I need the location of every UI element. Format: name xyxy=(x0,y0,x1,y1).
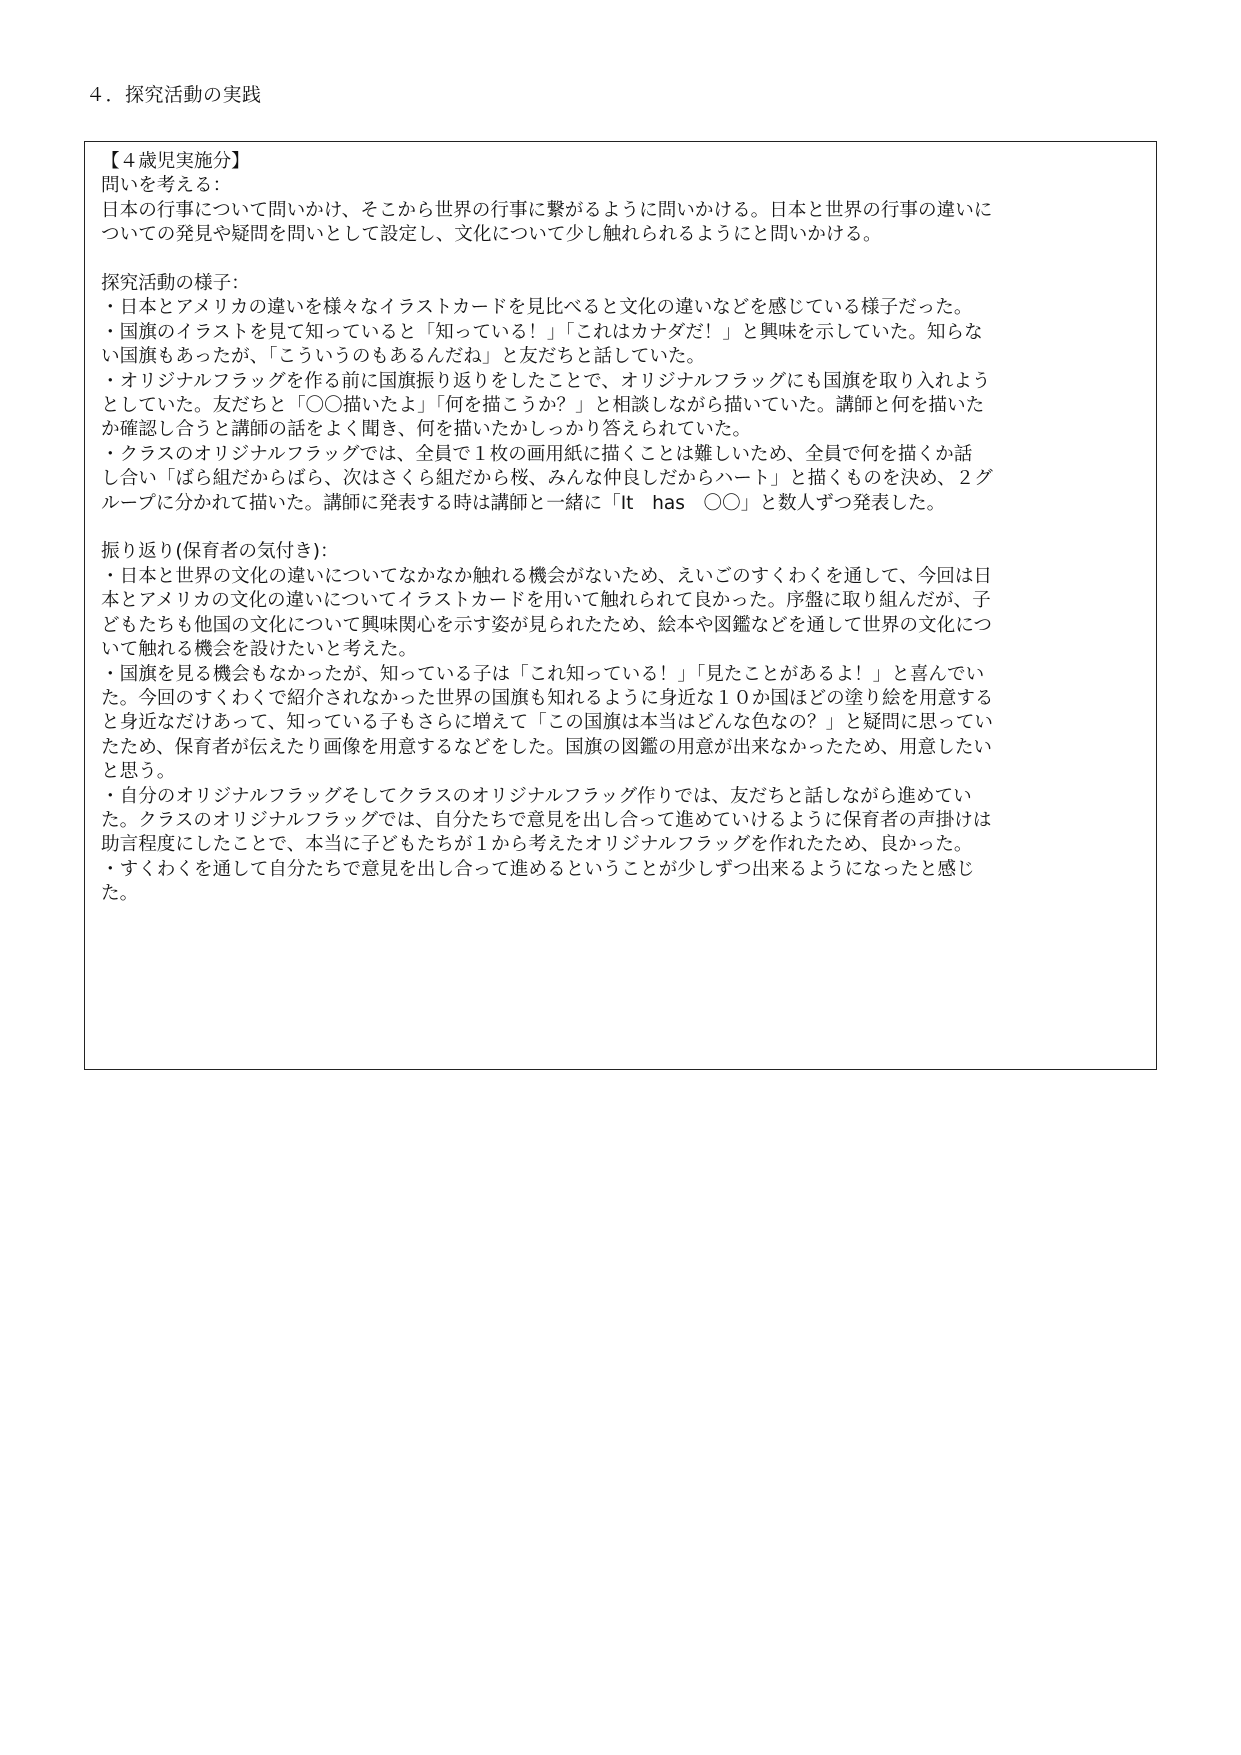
blank-line xyxy=(101,516,1140,540)
text-line: ・オリジナルフラッグを作る前に国旗振り返りをしたことで、オリジナルフラッグにも国旗を取り入れよう xyxy=(101,370,991,392)
text-line: た。今回のすくわくで紹介されなかった世界の国旗も知れるように身近な１０か国ほどの塗り絵を用意する xyxy=(101,687,994,709)
text-line: し合い「ばら組だからばら、次はさくら組だから桜、みんな仲良しだからハート」と描くものを決め、２グ xyxy=(101,468,993,490)
text-line: 本とアメリカの文化の違いについてイラストカードを用いて触れられて良かった。序盤に取り組んだが、子 xyxy=(101,590,991,612)
text-line: ・自分のオリジナルフラッグそしてクラスのオリジナルフラッグ作りでは、友だちと話しながら進めてい xyxy=(101,785,972,807)
text-line: ・国旗のイラストを見て知っていると「知っている！」「これはカナダだ！」と興味を示していた。知らな xyxy=(101,321,983,343)
text-line: 探究活動の様子： xyxy=(101,273,250,295)
text-line: ・日本と世界の文化の違いについてなかなか触れる機会がないため、えいごのすくわくを通して、今回は日 xyxy=(101,565,993,587)
text-line: 【４歳児実施分】 xyxy=(101,151,250,172)
text-line: か確認し合うと講師の話をよく聞き、何を描いたかしっかり答えられていた。 xyxy=(101,419,752,441)
text-line: いて触れる機会を設けたいと考えた。 xyxy=(101,639,418,661)
text-line: ・クラスのオリジナルフラッグでは、全員で１枚の画用紙に描くことは難しいため、全員で何を描くか話 xyxy=(101,443,973,465)
text-line: と思う。 xyxy=(101,761,176,783)
text-line: どもたちも他国の文化について興味関心を示す姿が見られたため、絵本や図鑑などを通して世界の文化につ xyxy=(101,614,993,636)
text-line: い国旗もあったが、「こういうのもあるんだね」と友だちと話していた。 xyxy=(101,346,706,368)
text-line: ・すくわくを通して自分たちで意見を出し合って進めるということが少しずつ出来るようになったと感じ xyxy=(101,858,975,880)
text-line: としていた。友だちと「〇〇描いたよ」「何を描こうか？」と相談しながら描いていた。講師と何を描いた xyxy=(101,395,985,417)
text-line: たため、保育者が伝えたり画像を用意するなどをした。国旗の図鑑の用意が出来なかったため、用意したい xyxy=(101,736,993,758)
text-line: ループに分かれて描いた。講師に発表する時は講師と一緒に「It has 〇〇」と数人ずつ発表した。 xyxy=(101,492,946,514)
text-line: 問いを考える： xyxy=(101,175,232,197)
section-heading: ４．探究活動の実践 xyxy=(86,84,262,106)
text-line: ついての発見や疑問を問いとして設定し、文化について少し触れられるようにと問いかける。 xyxy=(101,224,882,246)
text-line: た。 xyxy=(101,883,139,905)
blank-line xyxy=(101,248,1140,272)
report-box xyxy=(84,141,1157,1070)
text-line: 助言程度にしたことで、本当に子どもたちが１から考えたオリジナルフラッグを作れたため、良かった。 xyxy=(101,834,973,856)
text-line: ・日本とアメリカの違いを様々なイラストカードを見比べると文化の違いなどを感じている様子だった。 xyxy=(101,297,973,319)
text-line: た。クラスのオリジナルフラッグでは、自分たちで意見を出し合って進めていけるように保育者の声掛けは xyxy=(101,809,992,831)
text-line: ・国旗を見る機会もなかったが、知っている子は「これ知っている！」「見たことがあるよ！」と喜んでい xyxy=(101,663,985,685)
text-line: と身近なだけあって、知っている子もさらに増えて「この国旗は本当はどんな色なの？」と疑問に思ってい xyxy=(101,712,993,734)
text-line: 振り返り(保育者の気付き)： xyxy=(101,541,339,563)
text-line: 日本の行事について問いかけ、そこから世界の行事に繋がるように問いかける。日本と世界の行事の違いに xyxy=(101,199,993,221)
